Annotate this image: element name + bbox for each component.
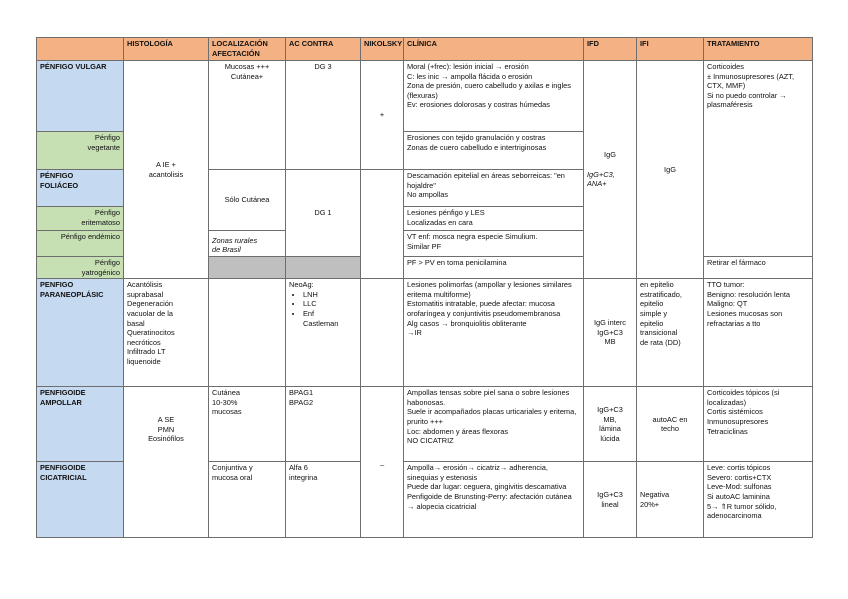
penfigo-vegetante-label: Pénfigo vegetante xyxy=(37,132,124,170)
penfigo-vegetante-clinica: Erosiones con tejido granulación y costras Zonas de cuero cabelludo e intertriginosas xyxy=(404,132,584,170)
penfigo-yatrogenico-label: Pénfigo yatrogénico xyxy=(37,257,124,279)
paraneoplasico-ac-title: NeoAg: xyxy=(289,280,314,290)
penfigo-endemico-localizacion: Zonas rurales de Brasil xyxy=(209,231,286,257)
penfigo-nikolsky: + xyxy=(361,61,404,170)
header-nikolsky: NIKOLSKY xyxy=(361,38,404,61)
ampollar-tratamiento: Corticoides tópicos (si localizadas) Cortis sistémicos Inmunosupresores Tetraciclinas xyxy=(704,387,813,462)
paraneoplasico-ac-list xyxy=(289,290,357,328)
cicatricial-tratamiento: Leve: cortis tópicos Severo: cortis+CTX Leve-Mod: sulfonas Si autoAC laminina 5→ ⇑R tumor sólido, adenocarcinoma xyxy=(704,462,813,538)
cicatricial-label: PENFIGOIDE CICATRICIAL xyxy=(37,462,124,538)
penfigo-endemico-label: Pénfigo endémico xyxy=(37,231,124,257)
header-ac-contra: AC CONTRA xyxy=(286,38,361,61)
paraneoplasico-label: PENFIGO PARANEOPLÁSIC xyxy=(37,279,124,387)
paraneoplasico-tratamiento: TTO tumor: Benigno: resolución lenta Maligno: QT Lesiones mucosas son refractarias a tto xyxy=(704,279,813,387)
penfigo-ifi: IgG xyxy=(637,61,704,279)
paraneoplasico-ifi: en epitelio estratificado, epitelio simple y epitelio transicional de rata (DD) xyxy=(637,279,704,387)
penfigo-foliaceo-label: PÉNFIGO FOLIÁCEO xyxy=(37,170,124,207)
penfigo-vulgar-clinica: Moral (+frec): lesión inicial → erosión C: les inic → ampolla flácida o erosión Zona de presión, cuero cabelludo y axilas e ingles (flexuras) Ev: erosiones dolorosas y costras húmedas xyxy=(404,61,584,132)
ampollar-localizacion: Cutánea 10-30% mucosas xyxy=(209,387,286,462)
ampollar-nikolsky: _ xyxy=(361,387,404,538)
paraneoplasico-nikolsky xyxy=(361,279,404,387)
paraneoplasico-histologia: Acantólisis suprabasal Degeneración vacuolar de la basal Queratinocitos necróticos Infiltrado LT liquenoide xyxy=(124,279,209,387)
paraneoplasico-ac xyxy=(286,279,361,387)
pemphigus-table xyxy=(36,37,813,538)
header-ifi: IFI xyxy=(637,38,704,61)
list-item: • LLC xyxy=(303,299,357,309)
list-item: • Enf Castleman xyxy=(303,309,357,328)
list-item: • LNH xyxy=(303,290,357,300)
penfigo-endemico-clinica: VT enf: mosca negra especie Simulium. Similar PF xyxy=(404,231,584,257)
penfigo-vulgar-localizacion: Mucosas +++ Cutánea+ xyxy=(209,61,286,170)
gray-cell xyxy=(286,257,361,279)
row-penfigo-vulgar xyxy=(37,61,813,132)
spreadsheet xyxy=(36,37,812,538)
paraneoplasico-localizacion xyxy=(209,279,286,387)
penfigo-eritematoso-clinica: Lesiones pénfigo y LES Localizadas en cara xyxy=(404,207,584,231)
penfigo-tratamiento: Corticoides ± Inmunosupresores (AZT, CTX, MMF) Si no puedo controlar → plasmaféresis xyxy=(704,61,813,257)
row-paraneoplasico xyxy=(37,279,813,387)
penfigo-yatrogenico-clinica: PF > PV en toma penicilamina xyxy=(404,257,584,279)
penfigo-eritematoso-label: Pénfigo eritematoso xyxy=(37,207,124,231)
cicatricial-ifd: IgG+C3 lineal xyxy=(584,462,637,538)
header-cell xyxy=(37,38,124,61)
penfigo-foliaceo-clinica: Descamación epitelial en áreas seborreicas: "en hojaldre" No ampollas xyxy=(404,170,584,207)
header-clinica: CLÍNICA xyxy=(404,38,584,61)
penfigo-nikolsky-blank xyxy=(361,170,404,279)
penfigo-ifd-note: IgG+C3, ANA+ xyxy=(587,169,615,189)
header-localizacion: LOCALIZACIÓN AFECTACIÓN xyxy=(209,38,286,61)
ampollar-ifd: IgG+C3 MB, lámina lúcida xyxy=(584,387,637,462)
penfigo-histologia: A IE + acantolisis xyxy=(124,61,209,279)
header-ifd: IFD xyxy=(584,38,637,61)
penfigo-ifd xyxy=(584,61,637,279)
header-tratamiento: TRATAMIENTO xyxy=(704,38,813,61)
cicatricial-clinica: Ampolla→ erosión→ cicatriz→ adherencia, sinequias y estenosis Puede dar lugar: ceguera, gingivitis descamativa Penfigoide de Brunsting-Perry: afectación cutánea → alopecia cicatricial xyxy=(404,462,584,538)
ampollar-histologia: A SE PMN Eosinófilos xyxy=(124,387,209,538)
cicatricial-ifi: Negativa 20%+ xyxy=(637,462,704,538)
header-row xyxy=(37,38,813,61)
paraneoplasico-clinica: Lesiones polimorfas (ampollar y lesiones similares eritema multiforme) Estomatitis intratable, puede afectar: mucosa orofaríngea y conjuntivitis pseudomembranosa Alg casos → bronquiolitis obliterante →IR xyxy=(404,279,584,387)
ampollar-ifi: autoAC en techo xyxy=(637,387,704,462)
ampollar-ac: BPAG1 BPAG2 xyxy=(286,387,361,462)
cicatricial-ac: Alfa 6 integrina xyxy=(286,462,361,538)
penfigo-ifd-value: IgG xyxy=(604,150,616,160)
penfigo-vulgar-ac: DG 3 xyxy=(286,61,361,170)
penfigo-foliaceo-localizacion: Sólo Cutánea xyxy=(209,170,286,231)
penfigo-vulgar-label: PÉNFIGO VULGAR xyxy=(37,61,124,132)
penfigo-foliaceo-ac: DG 1 xyxy=(286,170,361,257)
ampollar-label: PENFIGOIDE AMPOLLAR xyxy=(37,387,124,462)
paraneoplasico-ifd: IgG interc IgG+C3 MB xyxy=(584,279,637,387)
ampollar-clinica: Ampollas tensas sobre piel sana o sobre lesiones habonosas. Suele ir acompañados placas urticariales y eritema, prurito +++ Loc: abdomen y áreas flexoras NO CICATRIZ xyxy=(404,387,584,462)
header-histologia: HISTOLOGÍA xyxy=(124,38,209,61)
row-penfigoide-ampollar xyxy=(37,387,813,462)
penfigo-yatrogenico-tratamiento: Retirar el fármaco xyxy=(704,257,813,279)
cicatricial-localizacion: Conjuntiva y mucosa oral xyxy=(209,462,286,538)
gray-cell xyxy=(209,257,286,279)
